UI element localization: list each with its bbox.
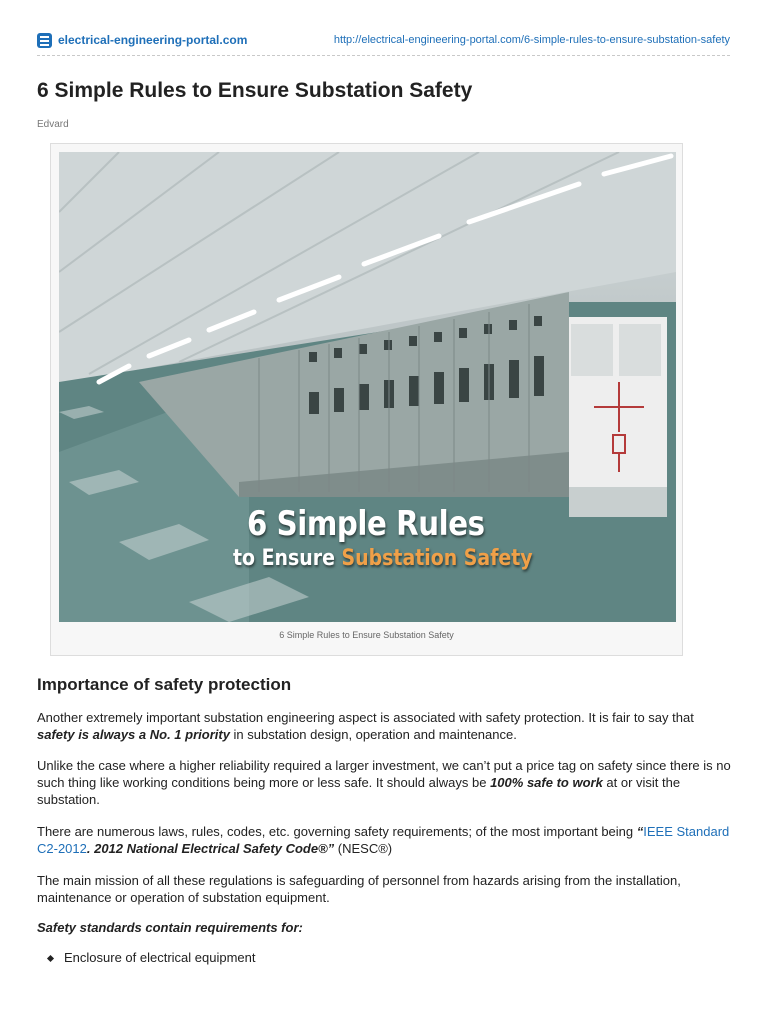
overlay-subtitle-prefix: to Ensure: [233, 546, 342, 571]
list-item: [37, 949, 256, 966]
article-author: Edvard: [37, 119, 69, 130]
p1-text-2: in substation design, operation and maintenance.: [229, 727, 517, 742]
section-heading: Importance of safety protection: [37, 675, 292, 694]
p3-quote-open: “: [636, 824, 644, 839]
paragraph-5: Safety standards contain requirements for:: [37, 920, 303, 935]
ieee-standard-link[interactable]: IEEE Standard C2-2012: [37, 824, 730, 856]
figure-caption: 6 Simple Rules to Ensure Substation Safety: [279, 630, 454, 640]
overlay-subtitle-highlight: Substation Safety: [341, 546, 533, 571]
p2-emphasis: 100% safe to work: [490, 775, 603, 790]
header-divider: [37, 55, 730, 56]
paragraph-1: [37, 709, 731, 743]
p3-text-1: There are numerous laws, rules, codes, etc. governing safety requirements; of the most important being: [37, 824, 637, 839]
substation-photo: [59, 152, 676, 622]
article-figure: [50, 143, 683, 656]
requirements-list: [37, 949, 256, 966]
p2-text-2: at or visit the substation.: [37, 775, 681, 807]
photo-overlay-subtitle: [233, 546, 533, 571]
paragraph-4: The main mission of all these regulations is safeguarding of personnel from hazards arising from the installation, maintenance or operation of substation equipment.: [37, 873, 681, 905]
p3-text-2: (NESC®): [334, 841, 393, 856]
p1-text-1: Another extremely important substation engineering aspect is associated with safety protection. It is fair to say that: [37, 710, 694, 725]
paragraph-3: [37, 823, 731, 857]
photo-overlay-title: 6 Simple Rules: [247, 504, 485, 544]
p2-text-1: Unlike the case where a higher reliability required a larger investment, we can’t put a price tag on safety since there is no such thing like working conditions being more or less safe. It should always be: [37, 758, 731, 790]
document-list-icon: [37, 33, 52, 48]
p1-emphasis: safety is always a No. 1 priority: [37, 727, 230, 742]
article-title: 6 Simple Rules to Ensure Substation Safety: [37, 79, 473, 102]
site-name-link[interactable]: electrical-engineering-portal.com: [58, 33, 248, 47]
page-header: [0, 0, 768, 58]
paragraph-2: [37, 757, 731, 808]
p3-emphasis: . 2012 National Electrical Safety Code®”: [86, 841, 335, 856]
list-item-text: Enclosure of electrical equipment: [64, 950, 256, 965]
source-url-link[interactable]: http://electrical-engineering-portal.com/6-simple-rules-to-ensure-substation-safety: [333, 34, 730, 46]
diamond-bullet-icon: [47, 955, 54, 962]
